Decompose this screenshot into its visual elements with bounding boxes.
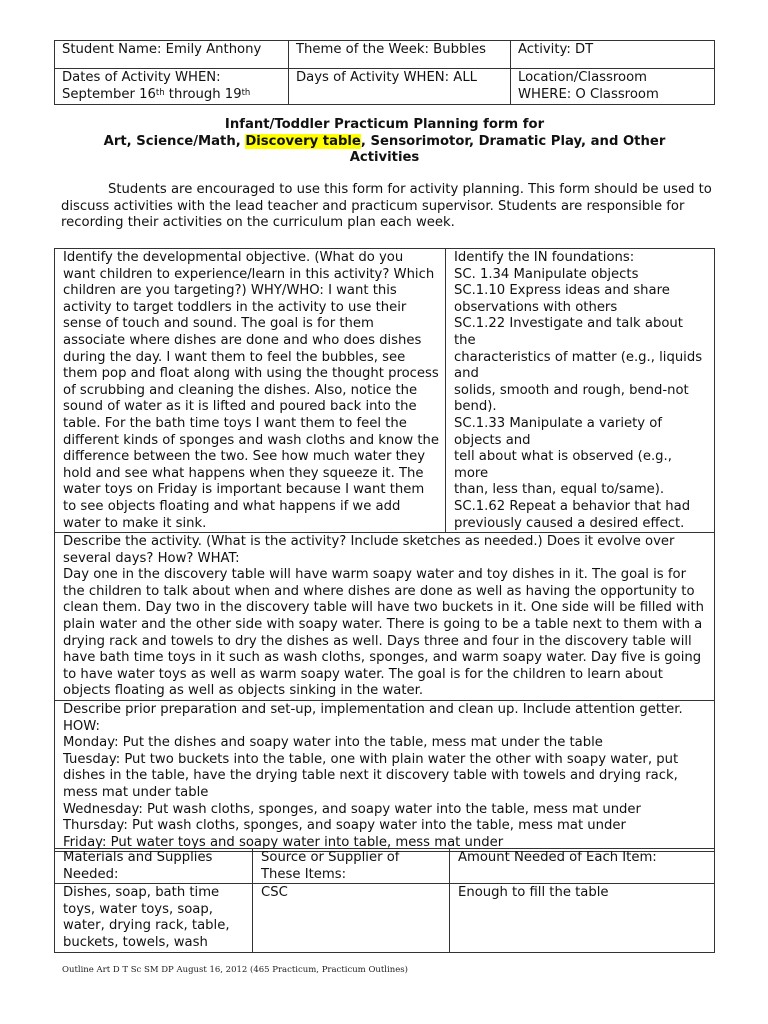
form-title-line-3: Activities: [349, 150, 420, 165]
dates-cell: [55, 69, 289, 105]
amount-value: Enough to fill the table: [450, 884, 715, 952]
objective-cell: Identify the developmental objective. (What do you want children to experience/learn in this activity? Which children are you targeting?) WHY/WHO: I want this activity to target toddlers in the activity to use their sense of touch and sound. The goal is for them associate where dishes are done and who does dishes during the day. I want them to feel the bubbles, see them pop and float along with using the thought process of scrubbing and cleaning the dishes. Also, notice the sound of water as it is lifted and poured back into the table. For the bath time toys I want them to feel the different kinds of sponges and wash cloths and know the difference between the two. See how much water they hold and see what happens when they squeeze it. The water toys on Friday is important because I want them to see objects floating and what happens if we add water to make it sink.: [55, 249, 446, 533]
title-segment-1: Art, Science/Math,: [103, 134, 246, 149]
intro-paragraph: Students are encouraged to use this form for activity planning. This form should be used to discuss activities with the lead teacher and practicum supervisor. Students are responsible for recording their activities on the curriculum plan each week.: [61, 182, 712, 231]
describe-row: [55, 533, 715, 701]
foundations-heading: Identify the IN foundations:: [454, 250, 635, 265]
days-cell: Days of Activity WHEN: ALL: [289, 69, 511, 105]
preparation-row: [55, 701, 715, 852]
theme-cell: Theme of the Week: Bubbles: [289, 41, 511, 69]
amount-header: Amount Needed of Each Item:: [450, 849, 715, 884]
foundation-line: characteristics of matter (e.g., liquids and: [454, 349, 703, 382]
source-header: Source or Supplier of These Items:: [253, 849, 450, 884]
form-title-line-2: [54, 134, 715, 151]
dates-start-sup: th: [155, 87, 165, 98]
describe-activity-cell: Describe the activity. (What is the activity? Include sketches as needed.) Does it evolve over several days? How? WHAT: Day one in the discovery table will have warm soapy water and toy dishes in it. The goal is for the children to talk about when and where dishes are done as well as having the opportunity to clean them. Day two in the discovery table will have two buckets in it. One side will be filled with plain water and the other side with soapy water. There is going to be a table next to them with a drying rack and towels to dry the dishes as well. Days three and four in the discovery table will have bath time toys in it such as wash cloths, sponges, and warm soapy water. Day five is going to have water toys as well as warm soapy water. The goal is for the children to learn about objects floating as well as objects sinking in the water.: [55, 533, 715, 701]
foundation-line: SC.1.22 Investigate and talk about the: [454, 316, 683, 348]
location-value: WHERE: O Classroom: [518, 86, 659, 102]
objective-row: [55, 249, 715, 533]
footer-text: Outline Art D T Sc SM DP August 16, 2012 (465 Practicum, Practicum Outlines): [62, 965, 408, 975]
dates-through: through 19: [164, 86, 242, 102]
materials-header-row: [55, 849, 715, 884]
materials-header: Materials and Supplies Needed:: [55, 849, 253, 884]
materials-table: [54, 848, 715, 953]
student-info-table: [54, 40, 715, 105]
location-cell: [511, 69, 715, 105]
foundation-line: tell about what is observed (e.g., more: [454, 449, 672, 481]
foundation-line: SC. 1.34 Manipulate objects: [454, 266, 639, 282]
planning-table: [54, 248, 715, 852]
title-segment-2: , Sensorimotor, Dramatic Play, and Other: [360, 134, 666, 149]
source-value: CSC: [253, 884, 450, 952]
foundation-line: SC.1.33 Manipulate a variety of objects and: [454, 415, 662, 448]
foundation-line: than, less than, equal to/same).: [454, 482, 665, 498]
materials-value-row: [55, 884, 715, 952]
form-title-line-1: Infant/Toddler Practicum Planning form for: [224, 117, 545, 132]
foundation-line: solids, smooth and rough, bend-not bend).: [454, 382, 689, 415]
foundation-line: SC.1.62 Repeat a behavior that had previously caused a desired effect.: [454, 498, 691, 531]
info-row-1: [55, 41, 715, 69]
materials-value: Dishes, soap, bath time toys, water toys, soap, water, drying rack, table, buckets, towels, wash: [55, 884, 253, 952]
student-name-cell: Student Name: Emily Anthony: [55, 41, 289, 69]
dates-start: September 16: [62, 86, 156, 102]
foundations-cell: [446, 249, 715, 533]
foundation-line: SC.1.10 Express ideas and share observations with others: [454, 283, 670, 315]
highlighted-discovery-table: Discovery table: [245, 134, 361, 149]
location-label: Location/Classroom: [518, 70, 648, 85]
preparation-cell: Describe prior preparation and set-up, implementation and clean up. Include attention getter. HOW: Monday: Put the dishes and soapy water into the table, mess mat under the table Tuesday: Put two buckets into the table, one with plain water the other with soapy water, put dishes in the table, have the drying table next it discovery table with towels and drying rack, mess mat under table Wednesday: Put wash cloths, sponges, and soapy water into the table, mess mat under Thursday: Put wash cloths, sponges, and soapy water into the table, mess mat under Friday: Put water toys and soapy water into table, mess mat under: [55, 701, 715, 852]
info-row-2: [55, 69, 715, 105]
dates-label: Dates of Activity WHEN:: [62, 70, 221, 85]
dates-end-sup: th: [241, 87, 251, 98]
activity-cell: Activity: DT: [511, 41, 715, 69]
